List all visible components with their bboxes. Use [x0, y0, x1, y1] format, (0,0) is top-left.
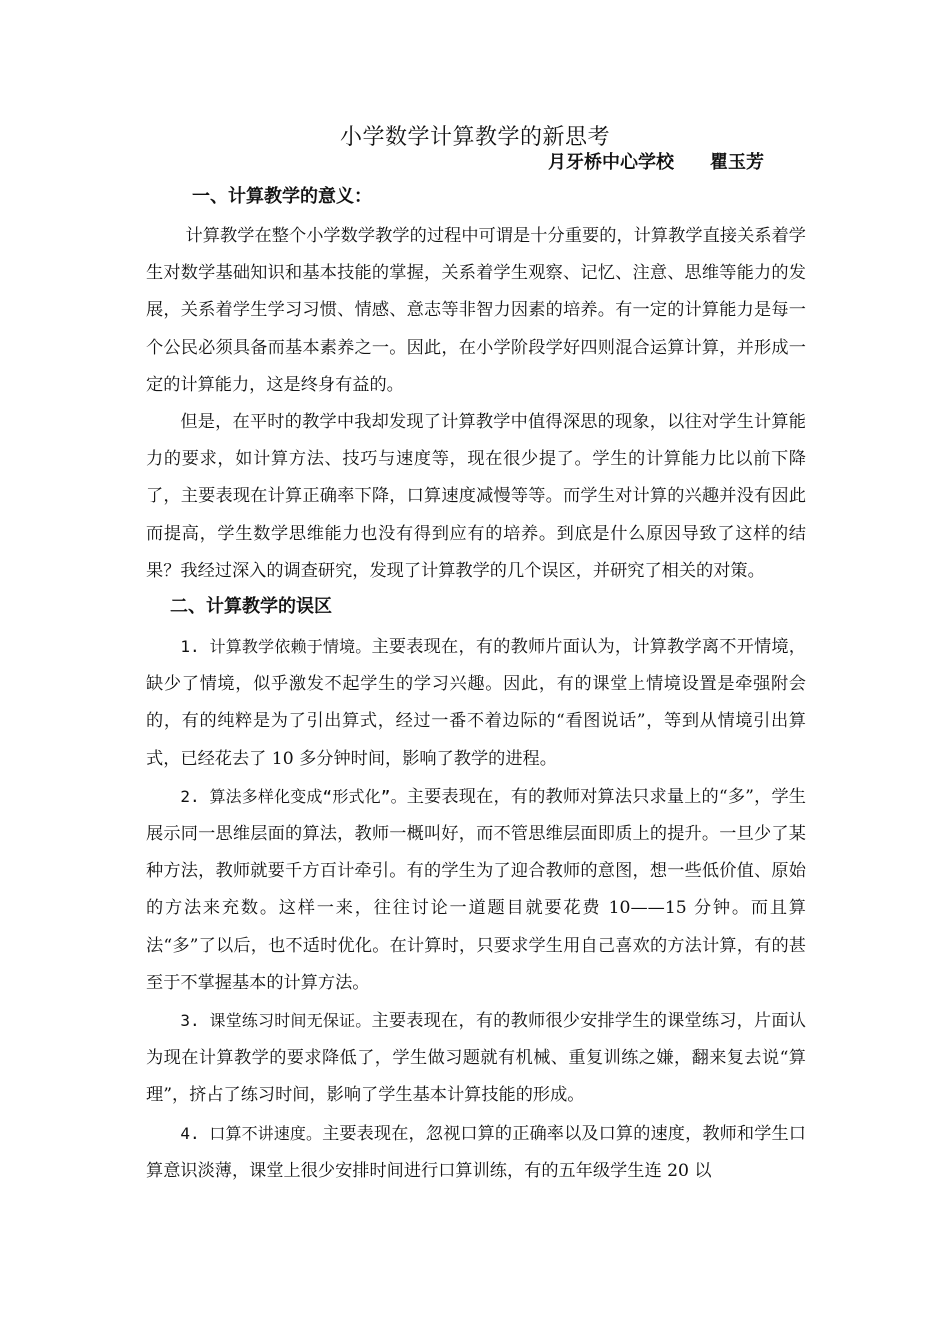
list-item-body: 主要表现在，忽视口算的正确率以及口算的速度，教师和学生口算意识淡薄，课堂上很少安排时间进行口算训练，有的五年级学生连 20 以 — [146, 1123, 806, 1181]
author-name: 瞿玉芳 — [710, 152, 764, 173]
list-item — [146, 1002, 806, 1115]
list-item — [146, 1115, 806, 1190]
list-item-lead: 1. 计算教学依赖于情境。 — [180, 637, 372, 657]
document-body — [146, 182, 806, 1190]
section-heading-significance: 一、计算教学的意义： — [192, 186, 372, 207]
section-heading-misconceptions: 二、计算教学的误区 — [170, 596, 332, 618]
list-item — [146, 628, 806, 778]
document-title: 小学数学计算教学的新思考 — [339, 125, 610, 150]
school-name: 月牙桥中心学校 — [548, 152, 674, 173]
list-item-body: 主要表现在，有的教师对算法只求量上的“多”，学生展示同一思维层面的算法，教师一概叫好，而不管思维层面即质上的提升。一旦少了某种方法，教师就要千方百计牵引。有的学生为了迎合教师的意图，想一些低价值、原始的方法来充数。这样一来，往往讨论一道题目就要花费 10——15 分钟。而且算法“多”了以后，也不适时优化。在计算时，只要求学生用自己喜欢的方法计算，有的甚至于不掌握基本的计算方法。 — [146, 786, 806, 993]
paragraph: 计算教学在整个小学数学教学的过程中可谓是十分重要的，计算教学直接关系着学生对数学基础知识和基本技能的掌握，关系着学生观察、记忆、注意、思维等能力的发展，关系着学生学习习惯、情感、意志等非智力因素的培养。有一定的计算能力是每一个公民必须具备而基本素养之一。因此，在小学阶段学好四则混合运算计算，并形成一定的计算能力，这是终身有益的。 — [146, 226, 806, 395]
list-item-body: 主要表现在，有的教师很少安排学生的课堂练习，片面认为现在计算教学的要求降低了，学生做习题就有机械、重复训练之嫌，翻来复去说“算理”，挤占了练习时间，影响了学生基本计算技能的形成。 — [146, 1011, 806, 1106]
list-item — [146, 778, 806, 1002]
author-line — [548, 150, 764, 176]
list-item-lead: 4. 口算不讲速度。 — [180, 1123, 323, 1143]
list-item-lead: 3. 课堂练习时间无保证。 — [180, 1011, 372, 1031]
list-item-lead: 2. 算法多样化变成“形式化”。 — [180, 786, 407, 806]
paragraph: 但是，在平时的教学中我却发现了计算教学中值得深思的现象，以往对学生计算能力的要求，如计算方法、技巧与速度等，现在很少提了。学生的计算能力比以前下降了，主要表现在计算正确率下降，口算速度减慢等等。而学生对计算的兴趣并没有因此而提高，学生数学思维能力也没有得到应有的培养。到底是什么原因导致了这样的结果？我经过深入的调查研究，发现了计算教学的几个误区，并研究了相关的对策。 — [146, 412, 806, 581]
list-item-body: 主要表现在，有的教师片面认为，计算教学离不开情境，缺少了情境，似乎激发不起学生的学习兴趣。因此，有的课堂上情境设置是牵强附会的，有的纯粹是为了引出算式，经过一番不着边际的“看图说话”，等到从情境引出算式，已经花去了 10 多分钟时间，影响了教学的进程。 — [146, 637, 806, 769]
